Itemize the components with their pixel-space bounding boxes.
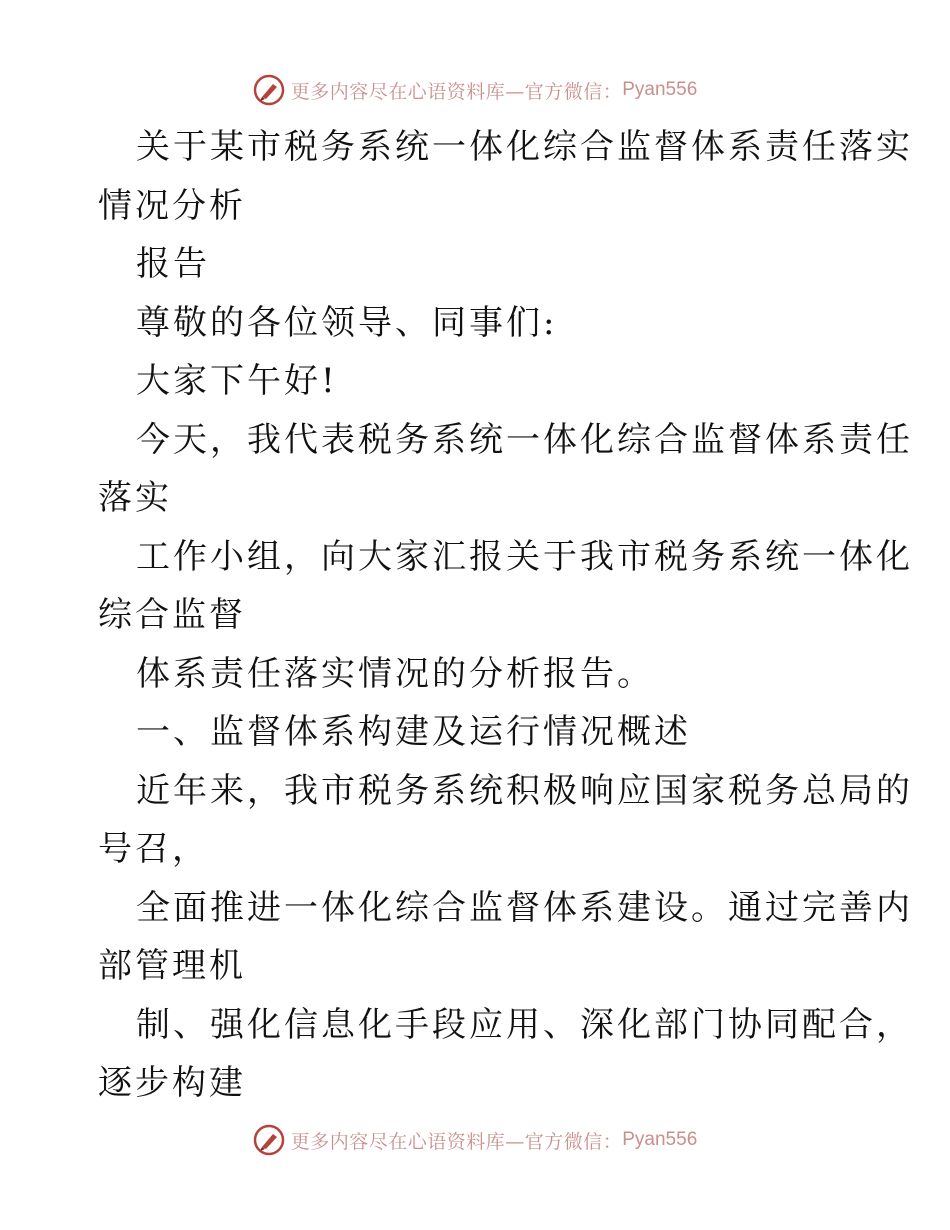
footer-watermark xyxy=(0,1120,950,1160)
text-line: 大家下午好! xyxy=(136,361,338,401)
pen-logo-icon xyxy=(253,74,285,106)
watermark-text: 更多内容尽在心语资料库—官方微信： xyxy=(290,80,623,103)
watermark-wechat-id: Pyan556 xyxy=(622,79,698,100)
text-line: 近年来，我市税务系统积极响应国家税务总局的 xyxy=(136,770,913,811)
text-line: 情况分析 xyxy=(98,185,246,226)
text-line: 部管理机 xyxy=(98,946,246,986)
text-line: 今天，我代表税务系统一体化综合监督体系责任 xyxy=(136,419,913,460)
text-line: 号召， xyxy=(98,829,209,869)
text-line: 制、强化信息化手段应用、深化部门协同配合， xyxy=(136,1004,913,1045)
text-line: 综合监督 xyxy=(98,595,246,635)
watermark-text: 更多内容尽在心语资料库—官方微信： xyxy=(290,1130,623,1153)
text-line: 落实 xyxy=(98,478,172,518)
pen-logo-icon xyxy=(253,1124,285,1156)
header-watermark xyxy=(0,70,950,110)
document-body xyxy=(98,118,913,1113)
text-line: 尊敬的各位领导、同事们: xyxy=(136,302,558,343)
section-heading: 一、监督体系构建及运行情况概述 xyxy=(136,712,691,752)
text-line: 关于某市税务系统一体化综合监督体系责任落实 xyxy=(136,127,913,167)
text-line: 工作小组，向大家汇报关于我市税务系统一体化 xyxy=(136,536,913,577)
text-line: 全面推进一体化综合监督体系建设。通过完善内 xyxy=(136,887,913,928)
text-line: 逐步构建 xyxy=(98,1063,246,1103)
text-line: 体系责任落实情况的分析报告。 xyxy=(136,653,654,694)
text-line: 报告 xyxy=(136,244,210,284)
watermark-wechat-id: Pyan556 xyxy=(622,1129,698,1150)
